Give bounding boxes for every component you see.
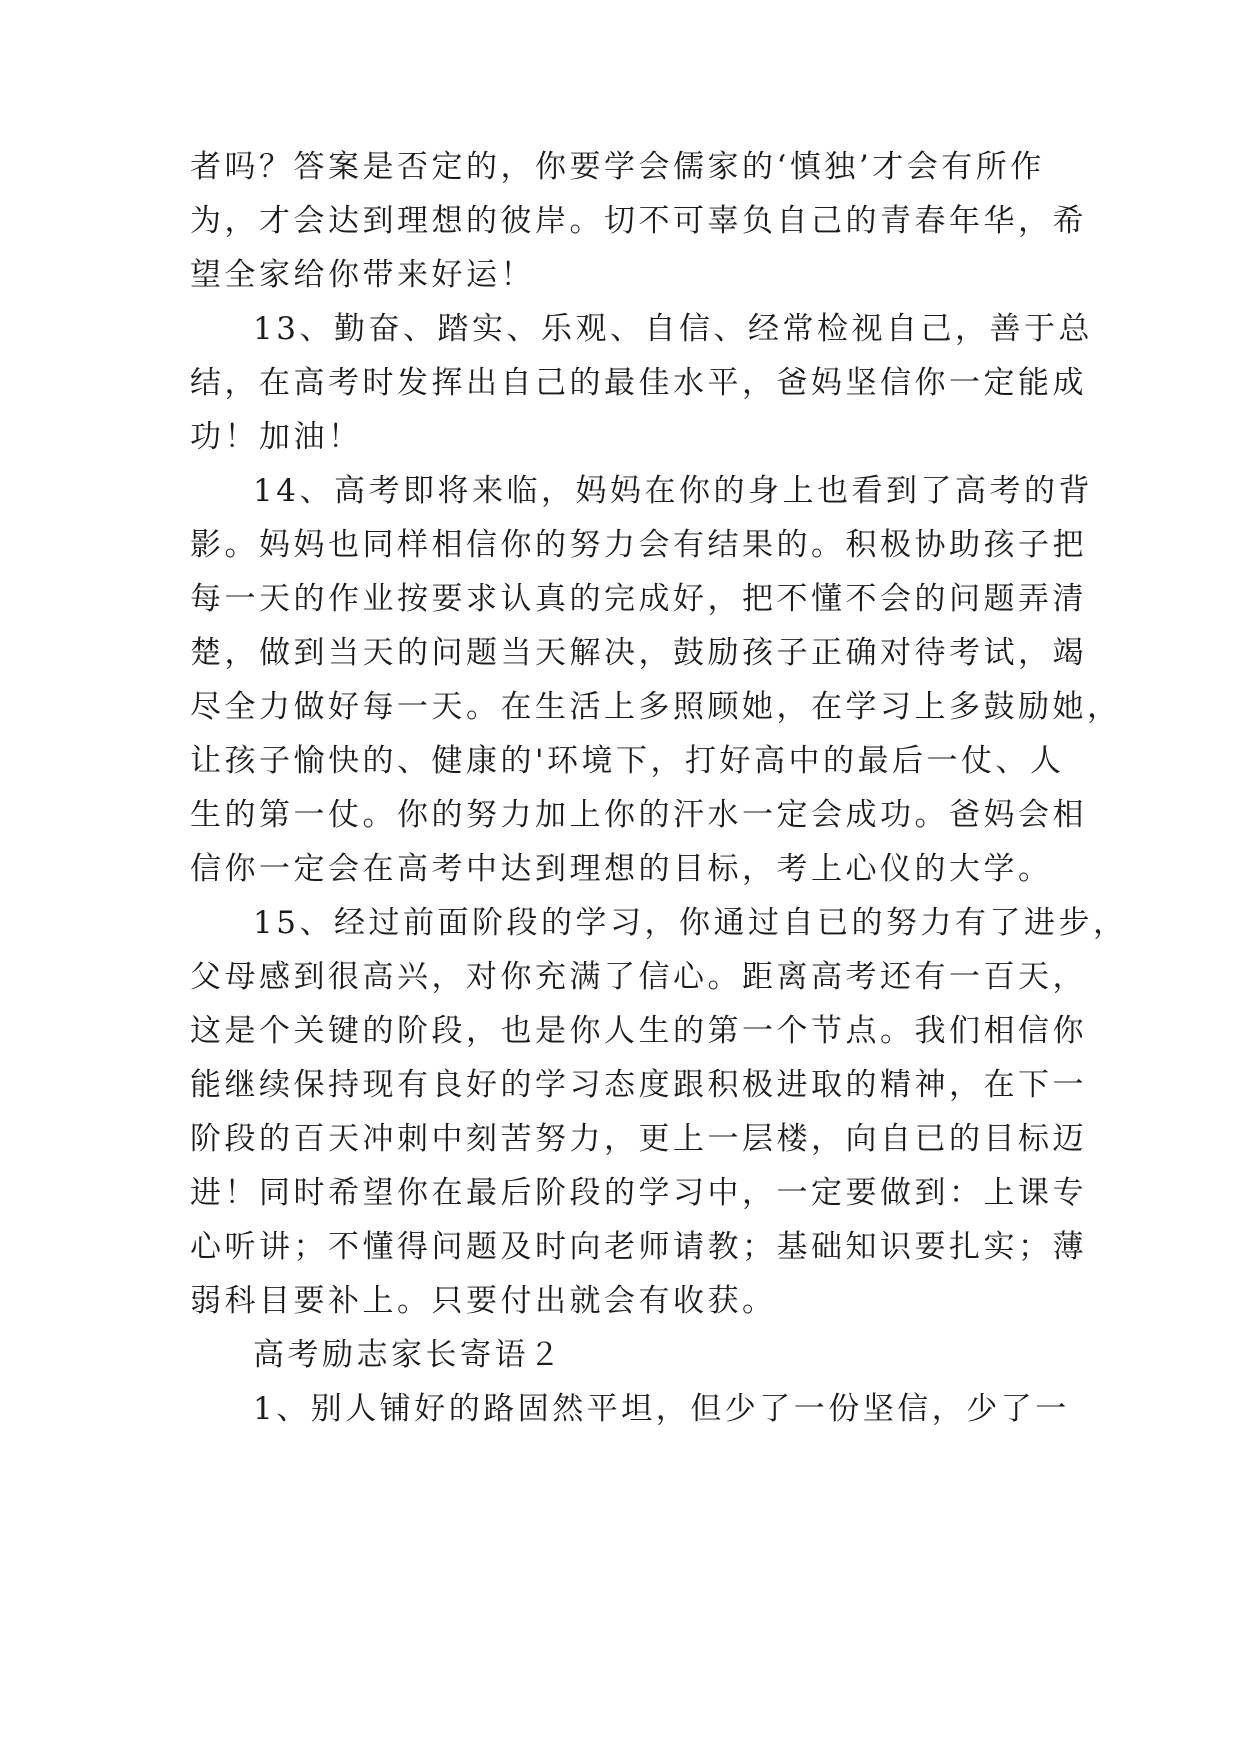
text-line: 结，在高考时发挥出自己的最佳水平，爸妈坚信你一定能成: [190, 365, 1087, 401]
text-line: 为，才会达到理想的彼岸。切不可辜负自己的青春年华，希: [190, 203, 1087, 239]
text-line: 影。妈妈也同样相信你的努力会有结果的。积极协助孩子把: [190, 527, 1087, 563]
text-line: 这是个关键的阶段，也是你人生的第一个节点。我们相信你: [190, 1013, 1087, 1049]
text-line: 能继续保持现有良好的学习态度跟积极进取的精神，在下一: [190, 1067, 1087, 1103]
text-line: 者吗？答案是否定的，你要学会儒家的‘慎独’才会有所作: [190, 149, 1045, 185]
text-line: 让孩子愉快的、健康的'环境下，打好高中的最后一仗、人: [190, 743, 1065, 779]
text-line: 弱科目要补上。只要付出就会有收获。: [190, 1283, 777, 1319]
paragraph-14-start: 14、高考即将来临，妈妈在你的身上也看到了高考的背: [253, 473, 1093, 509]
text-line: 心听讲；不懂得问题及时向老师请教；基础知识要扎实；薄: [190, 1229, 1087, 1265]
text-line: 每一天的作业按要求认真的完成好，把不懂不会的问题弄清: [190, 581, 1087, 617]
text-line: 进！同时希望你在最后阶段的学习中，一定要做到：上课专: [190, 1175, 1087, 1211]
text-line: 信你一定会在高考中达到理想的目标，考上心仪的大学。: [190, 851, 1053, 887]
text-line: 父母感到很高兴，对你充满了信心。距离高考还有一百天，: [190, 959, 1087, 995]
paragraph-13-start: 13、勤奋、踏实、乐观、自信、经常检视自己，善于总: [253, 311, 1093, 347]
text-line: 阶段的百天冲刺中刻苦努力，更上一层楼，向自已的目标迈: [190, 1121, 1087, 1157]
text-line: 望全家给你带来好运！: [190, 257, 535, 293]
text-line: 生的第一仗。你的努力加上你的汗水一定会成功。爸妈会相: [190, 797, 1087, 833]
section-heading: 高考励志家长寄语２: [253, 1337, 564, 1373]
paragraph-15-start: 15、经过前面阶段的学习，你通过自已的努力有了进步，: [253, 905, 1128, 941]
text-line: 功！加油！: [190, 419, 363, 455]
text-line: 尽全力做好每一天。在生活上多照顾她，在学习上多鼓励她，: [190, 689, 1122, 725]
paragraph-1-start: 1、别人铺好的路固然平坦，但少了一份坚信，少了一: [253, 1391, 1070, 1427]
text-line: 楚，做到当天的问题当天解决，鼓励孩子正确对待考试，竭: [190, 635, 1087, 671]
